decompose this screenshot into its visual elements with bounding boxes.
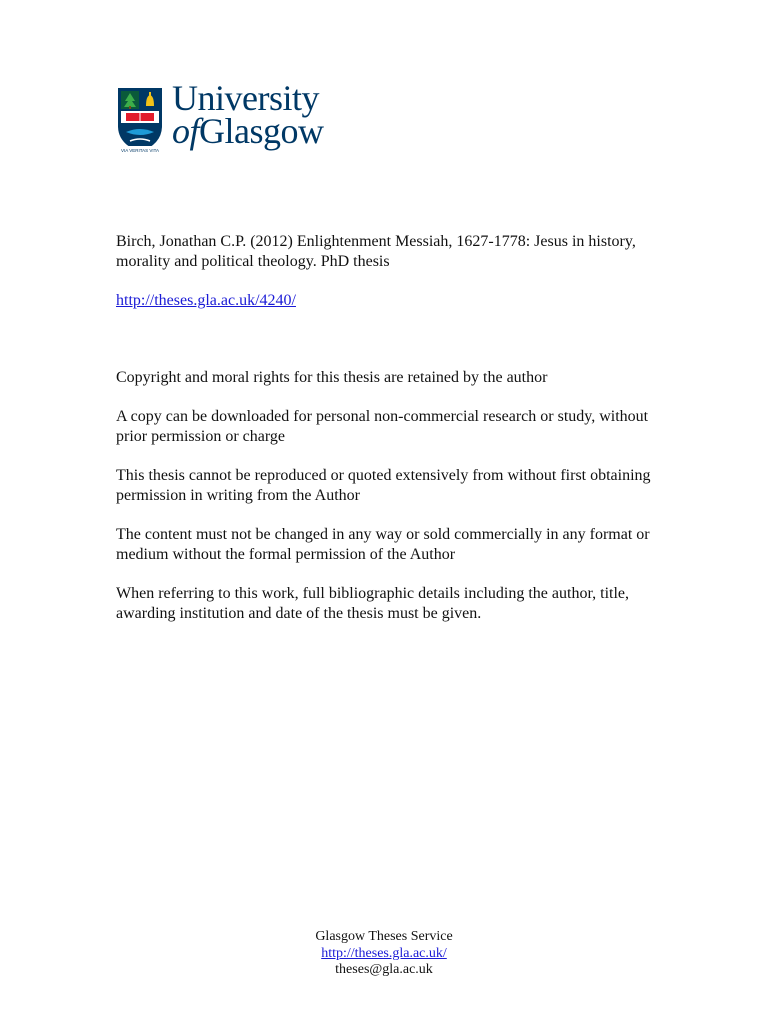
logo-line-glasgow xyxy=(172,111,324,151)
university-logo xyxy=(116,78,346,156)
rights-statement-reproduction: This thesis cannot be reproduced or quoted extensively from without first obtaining permission in writing from the Author xyxy=(116,467,651,504)
logo-line-university: University xyxy=(172,78,319,118)
thesis-citation: Birch, Jonathan C.P. (2012) Enlightenment Messiah, 1627-1778: Jesus in history, morality and political theology. PhD thesis xyxy=(116,233,636,270)
footer-theses-link[interactable]: http://theses.gla.ac.uk/ xyxy=(321,945,447,961)
rights-statement-referencing: When referring to this work, full bibliographic details including the author, title, awarding institution and date of the thesis must be given. xyxy=(116,585,630,622)
logo-wordmark xyxy=(172,78,324,151)
footer-service-name: Glasgow Theses Service xyxy=(315,929,453,944)
thesis-link-line xyxy=(116,291,676,311)
thesis-url-link[interactable]: http://theses.gla.ac.uk/4240/ xyxy=(116,292,296,309)
page-footer xyxy=(0,929,768,979)
logo-of: of xyxy=(172,111,200,151)
rights-statement-copyright: Copyright and moral rights for this thesis are retained by the author xyxy=(116,369,548,386)
logo-glasgow: Glasgow xyxy=(199,111,324,151)
footer-link-line xyxy=(0,946,768,963)
crest-motto: VIA VERITAS VITA xyxy=(120,148,160,153)
rights-statement-download: A copy can be downloaded for personal non-commercial research or study, without prior permission or charge xyxy=(116,408,649,445)
footer-email: theses@gla.ac.uk xyxy=(335,962,433,977)
rights-statement-changes: The content must not be changed in any way or sold commercially in any format or medium without the formal permission of the Author xyxy=(116,526,650,563)
crest-icon xyxy=(116,86,164,154)
